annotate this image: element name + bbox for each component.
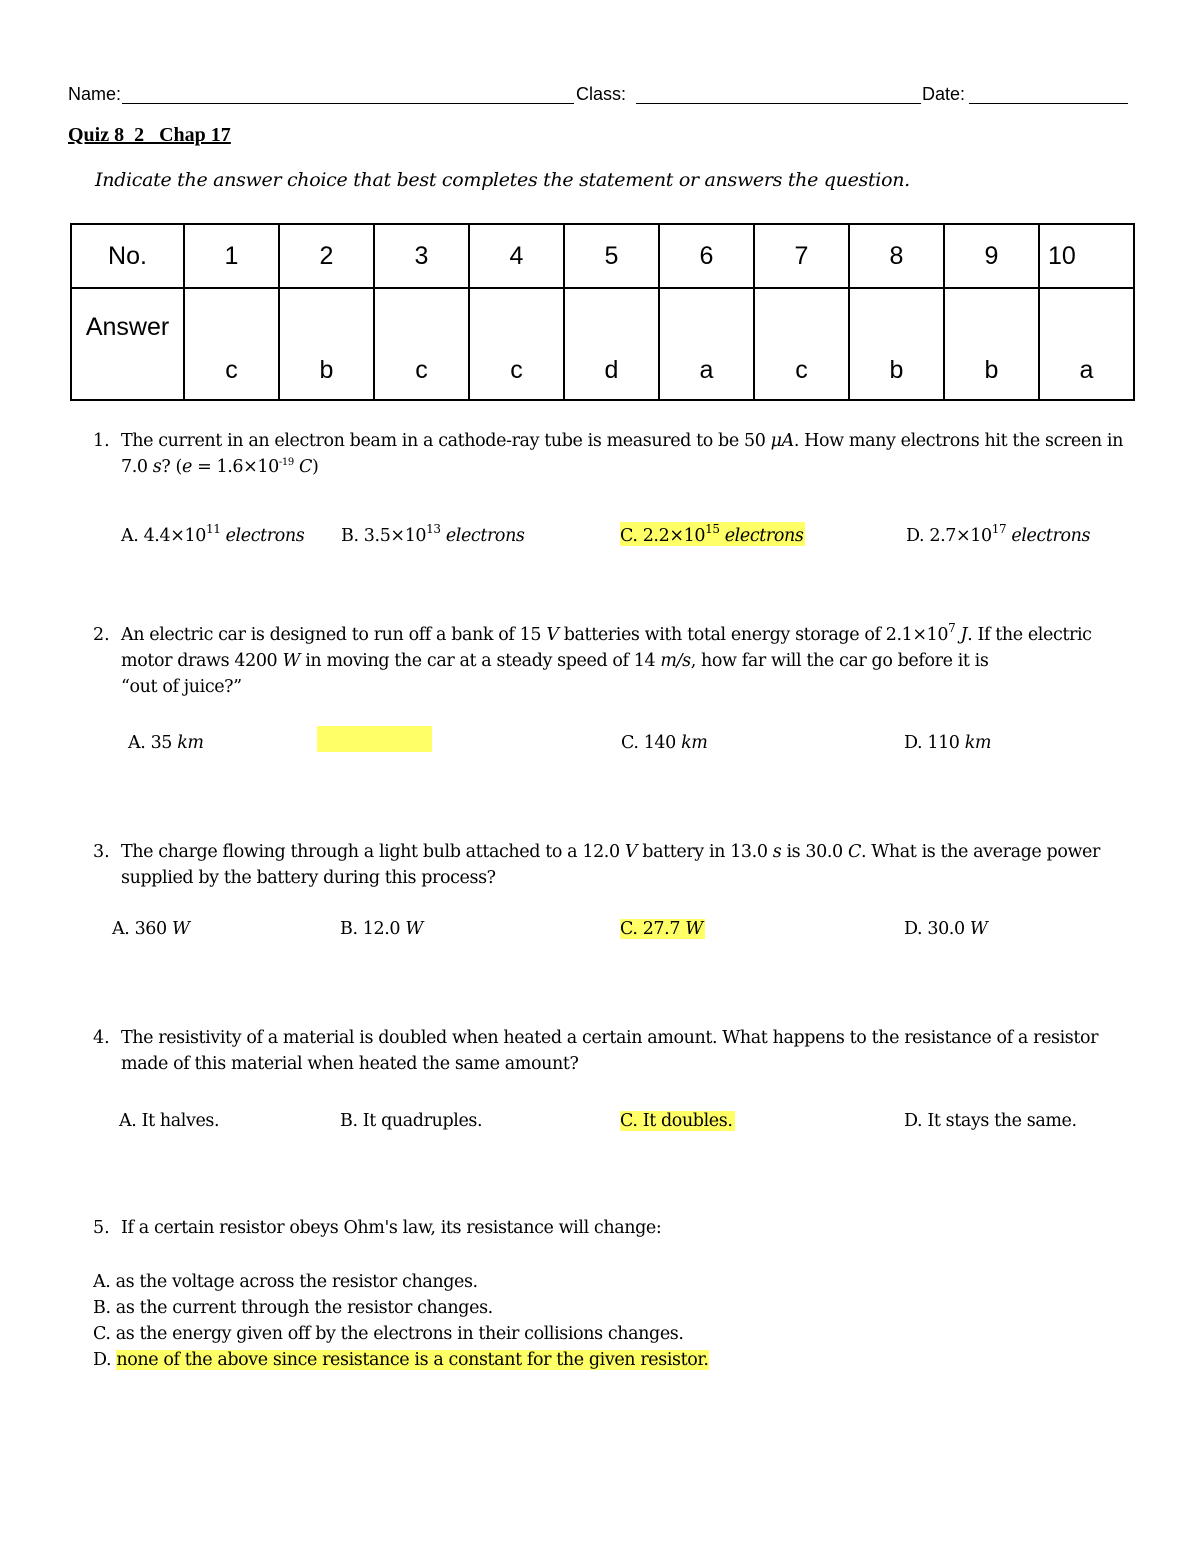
option-unit: electrons	[440, 526, 525, 546]
question-2-stem	[121, 622, 1141, 700]
option-value: 2.2×10	[642, 526, 706, 546]
answer-cell[interactable]: c	[469, 288, 564, 400]
class-field[interactable]	[636, 103, 921, 104]
q1-option-b[interactable]	[341, 522, 525, 546]
q1-unit: μA	[770, 431, 794, 451]
date-field[interactable]	[969, 103, 1128, 104]
question-number-cell: 10	[1039, 224, 1134, 288]
q4-option-c-correct[interactable]: C. It doubles.	[620, 1111, 733, 1131]
option-value: 12.0	[362, 919, 406, 939]
q3-option-c-correct[interactable]	[620, 919, 705, 939]
question-number: 1.	[93, 431, 110, 451]
question-number-cell: 5	[564, 224, 659, 288]
q3-option-b[interactable]	[340, 919, 423, 939]
q2-text: , how far will the car go before it is	[690, 651, 989, 671]
question-number-cell: 9	[944, 224, 1039, 288]
answer-cell[interactable]: c	[374, 288, 469, 400]
option-text: as the energy given off by the electrons in their collisions changes.	[115, 1324, 684, 1344]
option-unit: electrons	[1006, 526, 1091, 546]
q2-text: in moving the car at a steady speed of 14	[300, 651, 661, 671]
option-letter: A.	[121, 526, 144, 546]
option-unit: electrons	[719, 526, 804, 546]
option-unit: W	[405, 919, 423, 939]
q3-unit: s	[772, 842, 782, 862]
table-row-answers	[71, 288, 1134, 400]
question-number-cell: 6	[659, 224, 754, 288]
q1-text: . How many electrons hit the screen in	[793, 431, 1123, 451]
option-letter: A.	[93, 1272, 111, 1292]
answer-cell[interactable]: b	[849, 288, 944, 400]
answer-table	[70, 223, 1135, 401]
q5-option-a[interactable]	[93, 1272, 478, 1292]
option-unit: W	[685, 919, 703, 939]
q5-option-c[interactable]	[93, 1324, 684, 1344]
option-exponent: 13	[426, 522, 441, 536]
option-unit: W	[969, 919, 988, 939]
q3-text: is 30.0	[781, 842, 848, 862]
option-exponent: 11	[205, 522, 221, 536]
question-number: 5.	[93, 1218, 110, 1238]
option-letter: B.	[340, 919, 363, 939]
answer-cell[interactable]: a	[659, 288, 754, 400]
q2-exponent: 7	[948, 621, 956, 635]
answer-cell[interactable]: a	[1039, 288, 1134, 400]
question-number: 2.	[93, 625, 110, 645]
option-value: 4.4×10	[143, 526, 206, 546]
q1-text: The current in an electron beam in a cathode-ray tube is measured to be 50	[121, 431, 771, 451]
option-unit: km	[964, 733, 992, 753]
option-unit: km	[177, 733, 204, 753]
instructions: Indicate the answer choice that best completes the statement or answers the question.	[95, 169, 910, 191]
q2-unit: m/s	[660, 651, 691, 671]
option-value: 140	[643, 733, 682, 753]
class-label: Class:	[576, 84, 627, 104]
q1-exponent: -19	[278, 457, 294, 468]
q2-option-d[interactable]	[904, 733, 991, 753]
answer-cell[interactable]: c	[184, 288, 279, 400]
name-label: Name:	[68, 84, 122, 104]
option-unit: electrons	[220, 526, 305, 546]
option-text: as the current through the resistor changes.	[115, 1298, 493, 1318]
option-value: 35	[150, 733, 178, 753]
q2-option-b-highlight-redacted[interactable]	[317, 726, 432, 752]
option-letter: D.	[904, 733, 928, 753]
q1-var: e	[181, 457, 192, 477]
q1-text: )	[311, 457, 319, 477]
q2-unit: W	[282, 651, 301, 671]
q3-unit: V	[624, 842, 638, 862]
question-4-stem	[121, 1025, 1141, 1077]
question-3-stem	[121, 839, 1141, 891]
question-number-cell: 2	[279, 224, 374, 288]
option-letter: C.	[93, 1324, 111, 1344]
q2-text: batteries with total energy storage of 2.1×10	[558, 625, 949, 645]
option-value: 27.7	[642, 919, 686, 939]
q2-option-a[interactable]	[128, 733, 204, 753]
option-text: as the voltage across the resistor changes.	[115, 1272, 478, 1292]
q4-option-a[interactable]: A. It halves.	[119, 1111, 220, 1131]
option-value: 30.0	[927, 919, 970, 939]
q1-option-a[interactable]	[121, 522, 305, 546]
q2-text: “out of juice?”	[121, 677, 242, 697]
option-letter: B.	[341, 526, 364, 546]
q1-option-d[interactable]	[906, 522, 1091, 546]
question-number: 3.	[93, 842, 110, 862]
option-exponent: 17	[991, 522, 1007, 536]
option-unit: km	[681, 733, 708, 753]
option-letter: A.	[112, 919, 135, 939]
option-exponent: 15	[705, 522, 720, 536]
option-value: 110	[927, 733, 965, 753]
q4-text: made of this material when heated the same amount?	[121, 1054, 579, 1074]
question-number: 4.	[93, 1028, 110, 1048]
option-text: none of the above since resistance is a constant for the given resistor.	[116, 1350, 709, 1370]
name-field[interactable]	[122, 103, 574, 104]
answer-cell[interactable]: d	[564, 288, 659, 400]
q4-option-d[interactable]: D. It stays the same.	[904, 1111, 1077, 1131]
option-letter: C.	[620, 919, 643, 939]
option-letter: D.	[904, 919, 928, 939]
q2-option-c[interactable]	[621, 733, 707, 753]
q1-unit: C	[298, 457, 312, 477]
q1-text: ? (	[161, 457, 182, 477]
option-value: 3.5×10	[363, 526, 427, 546]
q2-text: motor draws 4200	[121, 651, 283, 671]
table-row-numbers	[71, 224, 1134, 288]
option-letter: C.	[621, 733, 644, 753]
question-number-cell: 1	[184, 224, 279, 288]
q3-option-d[interactable]	[904, 919, 987, 939]
quiz-title: Quiz 8_2 _Chap 17	[68, 124, 231, 146]
q3-text: battery in 13.0	[637, 842, 773, 862]
option-value: 2.7×10	[929, 526, 992, 546]
q3-text: The charge flowing through a light bulb attached to a 12.0	[121, 842, 625, 862]
question-5-stem: If a certain resistor obeys Ohm's law, its resistance will change:	[121, 1218, 662, 1238]
date-label: Date:	[922, 84, 966, 104]
question-number-cell: 4	[469, 224, 564, 288]
option-letter: D.	[906, 526, 930, 546]
q4-text: The resistivity of a material is doubled when heated a certain amount. What happens to the resistance of a resistor	[121, 1028, 1099, 1048]
q1-text: = 1.6×10	[191, 457, 279, 477]
q3-unit: C	[847, 842, 861, 862]
q4-option-b[interactable]: B. It quadruples.	[340, 1111, 483, 1131]
q3-option-a[interactable]	[112, 919, 190, 939]
answer-cell[interactable]: c	[754, 288, 849, 400]
answer-cell[interactable]: b	[944, 288, 1039, 400]
option-value: 360	[134, 919, 172, 939]
row-label-no: No.	[71, 224, 184, 288]
q3-text: supplied by the battery during this process?	[121, 868, 496, 888]
q3-text: . What is the average power	[860, 842, 1100, 862]
option-unit: W	[171, 919, 190, 939]
q2-unit: V	[546, 625, 559, 645]
row-label-answer: Answer	[71, 288, 184, 400]
q1-unit: s	[152, 457, 162, 477]
answer-cell[interactable]: b	[279, 288, 374, 400]
option-letter: D.	[93, 1350, 112, 1370]
question-number-cell: 8	[849, 224, 944, 288]
question-number-cell: 7	[754, 224, 849, 288]
q1-text: 7.0	[121, 457, 153, 477]
option-letter: A.	[128, 733, 151, 753]
option-letter: B.	[93, 1298, 111, 1318]
q5-option-d-correct[interactable]	[93, 1350, 709, 1370]
question-1-stem	[121, 428, 1141, 480]
q2-unit: J	[960, 625, 968, 645]
q5-option-b[interactable]	[93, 1298, 493, 1318]
option-letter: C.	[620, 526, 643, 546]
q1-option-c-correct[interactable]	[620, 522, 805, 546]
question-number-cell: 3	[374, 224, 469, 288]
q2-text: An electric car is designed to run off a bank of 15	[121, 625, 547, 645]
q2-text: . If the electric	[967, 625, 1092, 645]
